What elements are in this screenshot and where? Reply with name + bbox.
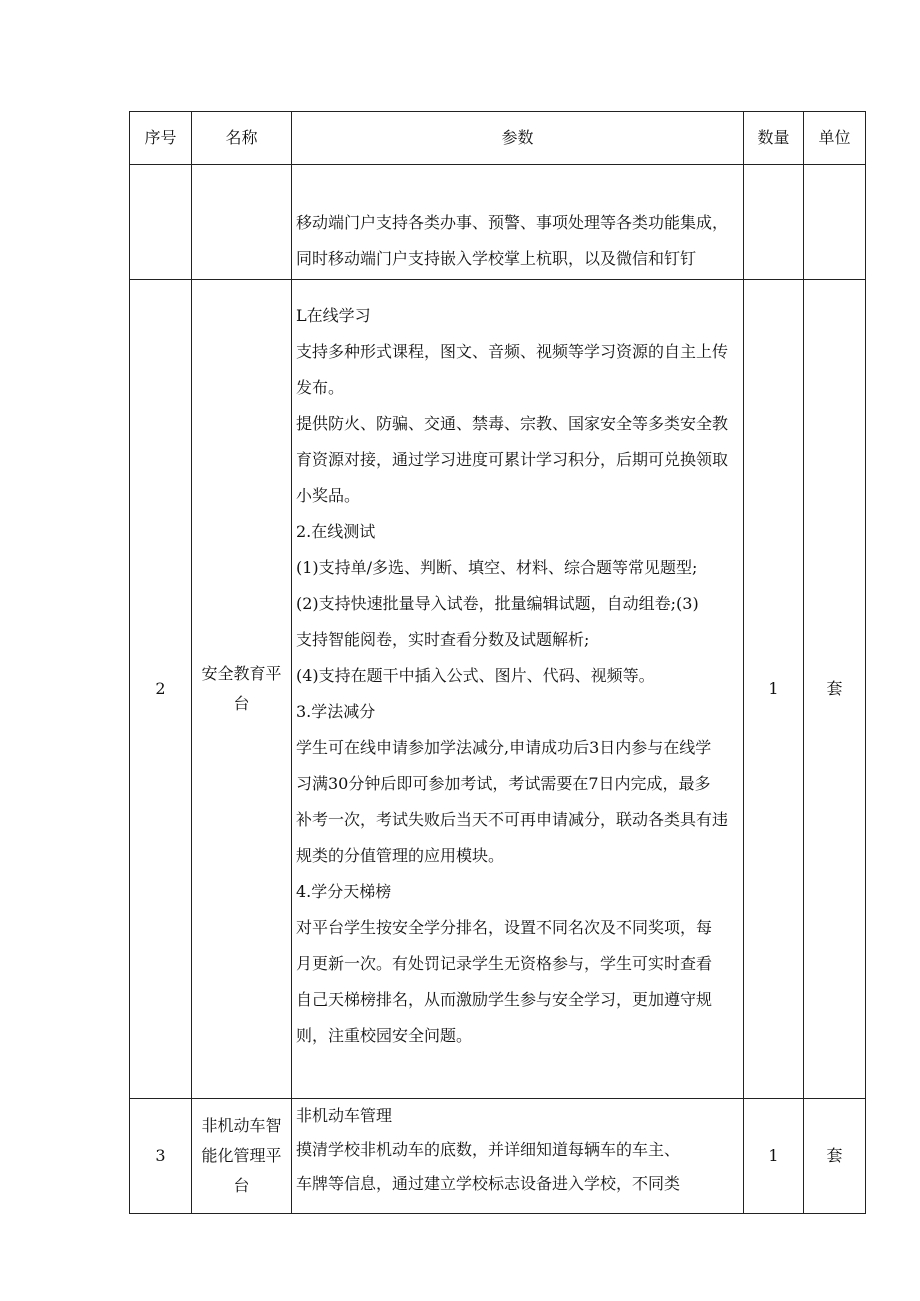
row-params [292, 165, 744, 280]
row-no: 3 [130, 1099, 192, 1214]
row-name [192, 1099, 292, 1214]
name-line: 安全教育平 [201, 664, 282, 683]
table-row [130, 165, 866, 280]
table-header-row [130, 112, 866, 165]
row-qty: 1 [744, 280, 804, 1099]
param-line: (1)支持单/多选、判断、填空、材料、综合题等常见题型; [296, 558, 698, 577]
param-line: 学生可在线申请参加学法减分,申请成功后3日内参与在线学 [296, 738, 712, 757]
param-line: 提供防火、防骗、交通、禁毒、宗教、国家安全等多类安全教 [296, 414, 729, 433]
header-no: 序号 [130, 112, 192, 165]
table-row [130, 1099, 866, 1214]
header-unit: 单位 [804, 112, 866, 165]
param-line: 小奖品。 [296, 486, 361, 505]
row-name [192, 165, 292, 280]
param-line: 发布。 [296, 378, 345, 397]
param-line: 摸清学校非机动车的底数，并详细知道每辆车的车主、 [296, 1140, 681, 1159]
row-params [292, 1099, 744, 1214]
param-line: 车牌等信息，通过建立学校标志设备进入学校，不同类 [296, 1174, 681, 1193]
param-line: 支持多种形式课程，图文、音频、视频等学习资源的自主上传 [296, 342, 729, 361]
row-no [130, 165, 192, 280]
param-line: 移动端门户支持各类办事、预警、事项处理等各类功能集成， [296, 213, 729, 232]
param-line: 4.学分天梯榜 [296, 882, 392, 901]
name-line: 能化管理平 [201, 1146, 282, 1165]
row-name [192, 280, 292, 1099]
spec-table [129, 111, 866, 1214]
param-line: 补考一次，考试失败后当天不可再申请减分，联动各类具有违 [296, 810, 729, 829]
param-line: L在线学习 [296, 306, 371, 325]
param-line: (4)支持在题干中插入公式、图片、代码、视频等。 [296, 666, 655, 685]
row-qty [744, 165, 804, 280]
row-unit: 套 [804, 1099, 866, 1214]
name-line: 台 [233, 1176, 250, 1195]
param-line: 月更新一次。有处罚记录学生无资格参与，学生可实时查看 [296, 954, 713, 973]
row-unit [804, 165, 866, 280]
param-line: 3.学法减分 [296, 702, 376, 721]
param-line: 育资源对接，通过学习进度可累计学习积分，后期可兑换领取 [296, 450, 729, 469]
param-line: 自己天梯榜排名，从而激励学生参与安全学习，更加遵守规 [296, 990, 713, 1009]
header-name: 名称 [192, 112, 292, 165]
param-line: 习满30分钟后即可参加考试，考试需要在7日内完成，最多 [296, 774, 711, 793]
param-line: 非机动车管理 [296, 1106, 393, 1125]
param-line: 规类的分值管理的应用模块。 [296, 846, 505, 865]
header-params: 参数 [292, 112, 744, 165]
param-line: 对平台学生按安全学分排名，设置不同名次及不同奖项，每 [296, 918, 713, 937]
row-no: 2 [130, 280, 192, 1099]
row-unit: 套 [804, 280, 866, 1099]
param-line: (2)支持快速批量导入试卷，批量编辑试题，自动组卷;(3) [296, 594, 699, 613]
table-row [130, 280, 866, 1099]
row-qty: 1 [744, 1099, 804, 1214]
param-line: 支持智能阅卷，实时查看分数及试题解析; [296, 630, 590, 649]
param-line: 则，注重校园安全问题。 [296, 1026, 473, 1045]
header-qty: 数量 [744, 112, 804, 165]
name-line: 非机动车智 [201, 1116, 282, 1135]
row-params [292, 280, 744, 1099]
name-line: 台 [233, 694, 250, 713]
param-line: 2.在线测试 [296, 522, 376, 541]
param-line: 同时移动端门户支持嵌入学校掌上杭职，以及微信和钉钉 [296, 249, 697, 268]
